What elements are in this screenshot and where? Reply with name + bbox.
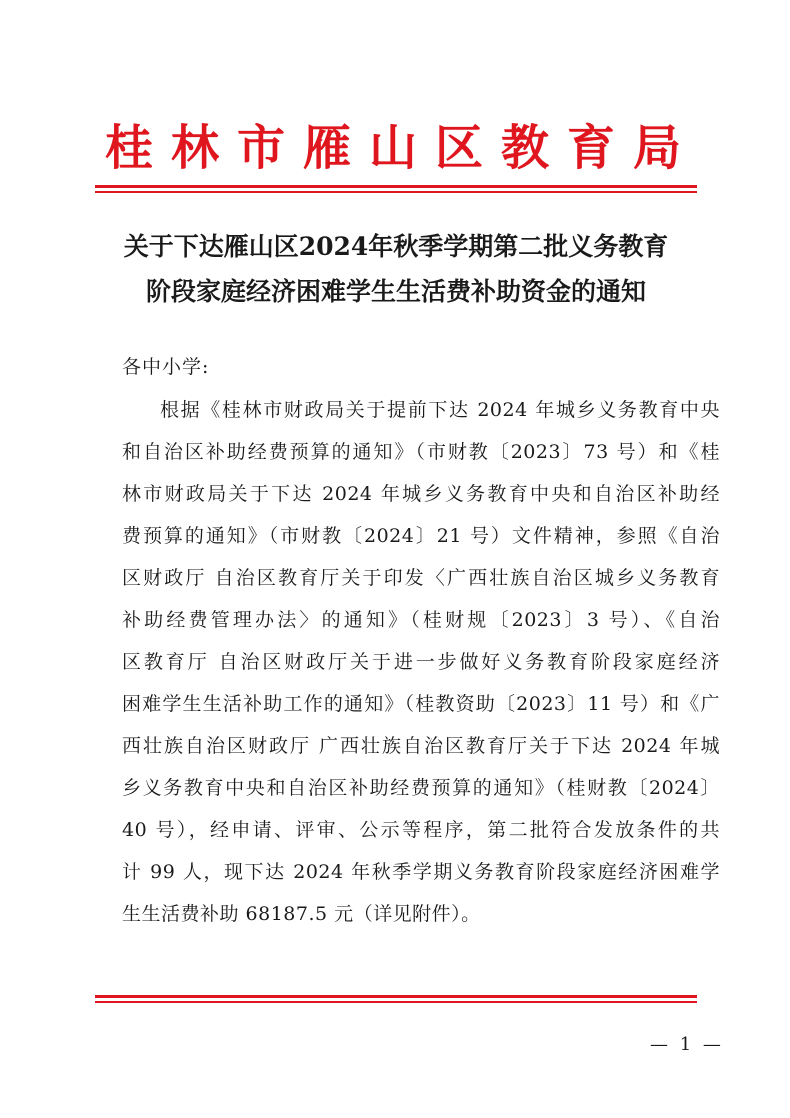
body-text-line: 补助经费管理办法〉的通知》（桂财规〔2023〕3 号）、《自治 [122, 609, 720, 631]
body-text-line: 区财政厅 自治区教育厅关于印发〈广西壮族自治区城乡义务教育 [122, 567, 720, 589]
body-text-line: 费预算的通知》（市财教〔2024〕21 号）文件精神，参照《自治 [122, 525, 720, 547]
body-text-line: 乡义务教育中央和自治区补助经费预算的通知》（桂财教〔2024〕 [122, 777, 720, 799]
body-text-line: 根据《桂林市财政局关于提前下达 2024 年城乡义务教育中央 [160, 399, 720, 421]
salutation: 各中小学: [122, 356, 210, 378]
letterhead-red-rule-thin [95, 191, 697, 193]
page-number: — 1 — [650, 1034, 724, 1055]
body-text-line: 计 99 人，现下达 2024 年秋季学期义务教育阶段家庭经济困难学 [122, 861, 720, 883]
body-text-line: 区教育厅 自治区财政厅关于进一步做好义务教育阶段家庭经济 [122, 651, 720, 673]
body-text-line: 西壮族自治区财政厅 广西壮族自治区教育厅关于下达 2024 年城 [122, 735, 720, 757]
letterhead-title: 桂林市雁山区教育局 [104, 120, 699, 176]
document-title-line: 阶段家庭经济困难学生生活费补助资金的通知 [145, 277, 646, 306]
footer-red-rule-thick [95, 995, 697, 998]
body-text-line: 林市财政局关于下达 2024 年城乡义务教育中央和自治区补助经 [122, 483, 720, 505]
document-title-line: 关于下达雁山区2024年秋季学期第二批义务教育 [123, 232, 669, 261]
document-title [95, 224, 697, 314]
body-text-line: 和自治区补助经费预算的通知》（市财教〔2023〕73 号）和《桂 [122, 441, 720, 463]
body-text-line: 生生活费补助 68187.5 元（详见附件）。 [122, 903, 481, 925]
footer-red-rule-thin [95, 1001, 697, 1003]
letterhead-red-rule-thick [95, 185, 697, 188]
body-text-line: 40 号），经申请、评审、公示等程序，第二批符合发放条件的共 [122, 819, 720, 841]
body-text-line: 困难学生生活补助工作的通知》（桂教资助〔2023〕11 号）和《广 [122, 693, 720, 715]
